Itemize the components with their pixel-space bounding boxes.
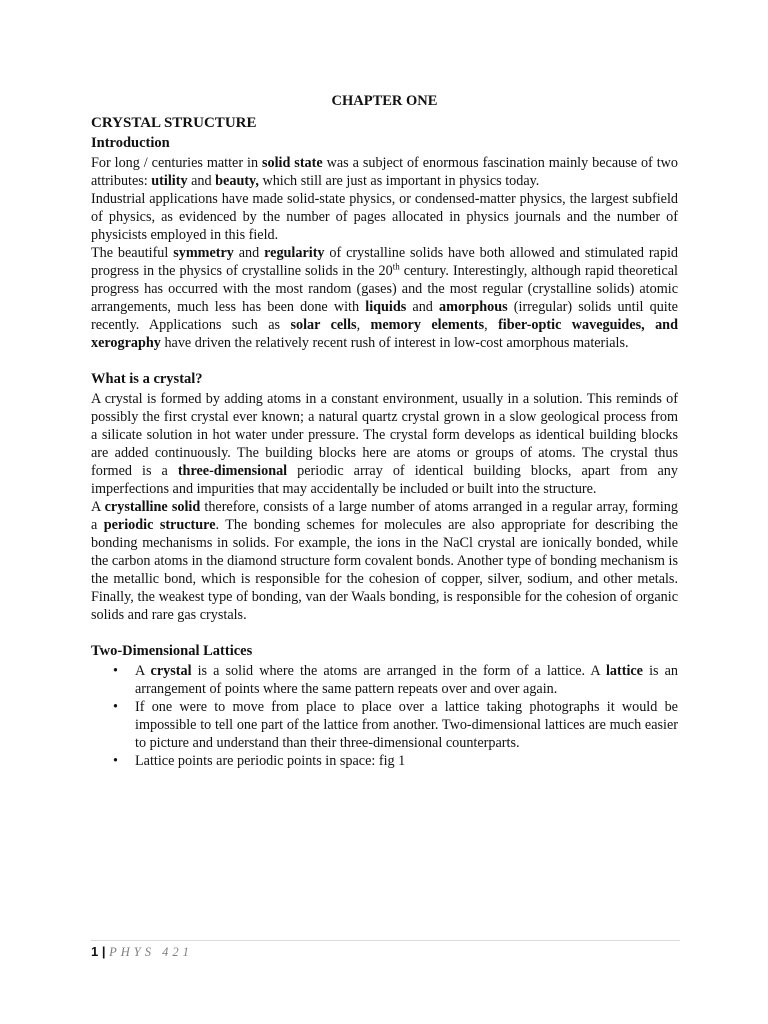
crystal-paragraph-1: A crystal is formed by adding atoms in a constant environment, usually in a solution. This reminds of possibly the first crystal ever known; a natural quartz crystal grown in a slow geological process from a silicate solution in hot water under pressure. The crystal form develops as identical building blocks are added continuously. The building blocks here are atoms or groups of atoms. The crystal thus formed is a three-dimensional periodic array of identical building blocks, apart from any imperfections and impurities that may accidentally be included or built into the structure.	[91, 391, 678, 497]
intro-paragraph-1: For long / centuries matter in solid state was a subject of enormous fascination mainly because of two attributes: utility and beauty, which still are just as important in physics today.	[91, 155, 679, 189]
page-footer	[91, 940, 680, 961]
intro-paragraph-3: The beautiful symmetry and regularity of crystalline solids have both allowed and stimulated rapid progress in the physics of crystalline solids in the 20th century. Interestingly, although rapid theoretical progress has occurred with the most random (gases) and the most regular (crystalline solids) atomic arrangements, much less has been done with liquids and amorphous (irregular) solids until quite recently. Applications such as solar cells, memory elements, fiber-optic waveguides, and xerography have driven the relatively recent rush of interest in low-cost amorphous materials.	[91, 245, 678, 351]
footer-separator: |	[98, 944, 110, 959]
intro-paragraph-2: Industrial applications have made solid-state physics, or condensed-matter physics, the largest subfield of physics, as evidenced by the number of pages allocated in physics journals and the number of physicists employed in this field.	[91, 191, 678, 243]
document-page	[91, 92, 678, 770]
lattices-heading: Two-Dimensional Lattices	[91, 643, 253, 659]
list-item: • A crystal is a solid where the atoms are arranged in the form of a lattice. A lattice is an arrangement of points where the same pattern repeats over and over again.	[113, 663, 678, 697]
lattices-bullet-list	[91, 662, 678, 770]
bullet-icon: •	[113, 699, 118, 715]
bullet-icon: •	[113, 663, 118, 679]
page-number: 1	[91, 944, 99, 959]
list-item: • Lattice points are periodic points in space: fig 1	[113, 753, 406, 769]
bullet-icon: •	[113, 753, 118, 769]
course-code: PHYS 421	[109, 945, 193, 959]
section-title: CRYSTAL STRUCTURE	[91, 115, 257, 131]
crystal-heading: What is a crystal?	[91, 371, 203, 387]
list-item: • If one were to move from place to place over a lattice taking photographs it would be impossible to tell one part of the lattice from another. Two-dimensional lattices are much easier to picture and understand than their three-dimensional counterparts.	[113, 699, 678, 751]
crystal-paragraph-2: A crystalline solid therefore, consists of a large number of atoms arranged in a regular array, forming a periodic structure. The bonding schemes for molecules are also appropriate for describing the bonding mechanisms in solids. For example, the ions in the NaCl crystal are ionically bonded, while the carbon atoms in the diamond structure form covalent bonds. Another type of bonding mechanism is the metallic bond, which is responsible for the cohesion of copper, silver, sodium, and other metals. Finally, the weakest type of bonding, van der Waals bonding, is responsible for the cohesion of organic solids and rare gas crystals.	[91, 499, 678, 623]
intro-heading: Introduction	[91, 135, 170, 151]
chapter-title: CHAPTER ONE	[331, 93, 438, 109]
